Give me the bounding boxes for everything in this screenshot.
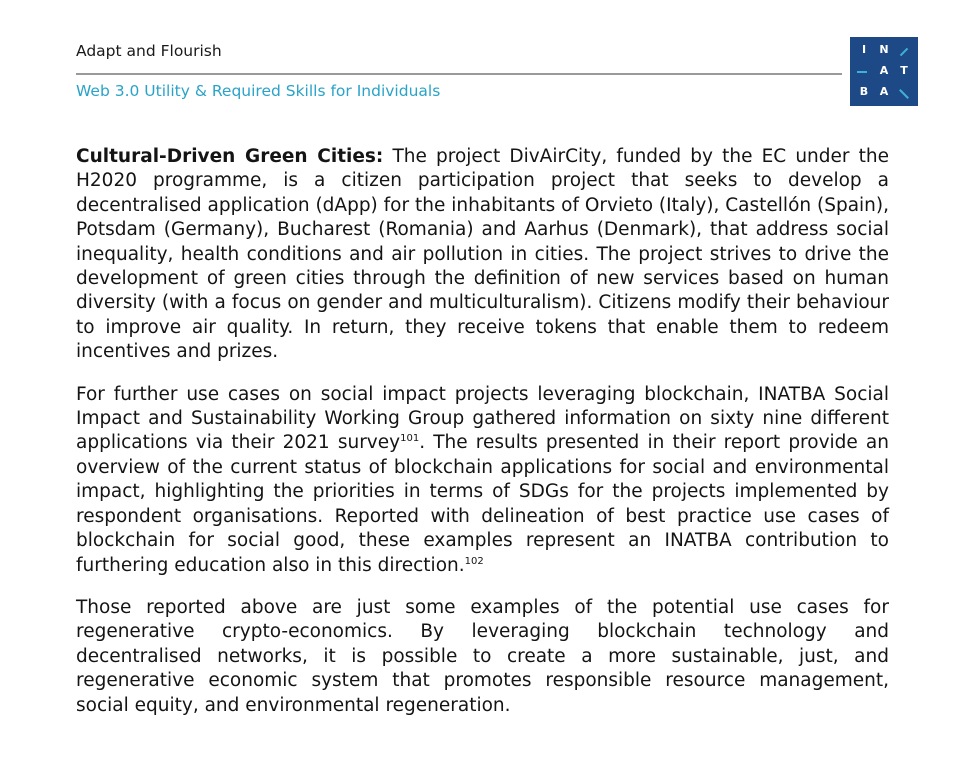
paragraph-text: . The results presented in their report provide an overview of the current status of blockchain applications for social and environmental impact, highlighting the priorities in terms of SDGs for the projects implemented by respondent organisations. Reported with delineation of best practice use cases of blockchain for social good, these examples represent an INATBA contribution to furthering education also in this direction. <box>76 432 889 576</box>
paragraph-text: The project DivAirCity, funded by the EC under the H2020 programme, is a citizen participation project that seeks to develop a decentralised application (dApp) for the inhabitants of Orvieto (Italy), Castellón (Spain), Potsdam (Germany), Bucharest (Romania) and Aarhus (Denmark), that address social inequality, health conditions and air pollution in cities. The project strives to drive the development of green cities through the definition of new services based on human diversity (with a focus on gender and multiculturalism). Citizens modify their behaviour to improve air quality. In return, they receive tokens that enable them to redeem incentives and prizes. <box>76 146 890 363</box>
logo-letter-t: T <box>900 64 908 77</box>
paragraph-divaircity <box>76 145 889 365</box>
document-header-subtitle: Web 3.0 Utility & Required Skills for Individuals <box>76 82 441 100</box>
paragraph-inatba-survey <box>76 383 889 578</box>
logo-letter-i: I <box>861 43 867 56</box>
logo-letter-a: A <box>879 64 889 77</box>
logo-letter-n: N <box>879 43 889 56</box>
inatba-logo <box>850 37 918 106</box>
paragraph-conclusion <box>76 596 889 718</box>
header-divider <box>76 73 842 75</box>
document-header-title: Adapt and Flourish <box>76 42 222 60</box>
logo-accent-mark <box>899 89 909 99</box>
paragraph-lead-heading: Cultural-Driven Green Cities: <box>76 146 384 167</box>
logo-accent-mark <box>900 48 908 56</box>
logo-letter-a2: A <box>879 85 889 98</box>
paragraph-text: Those reported above are just some examples of the potential use cases for regenerative crypto-economics. By leveraging blockchain technology and decentralised networks, it is possible to create a more sustainable, just, and regenerative economic system that promotes responsible resource management, social equity, and environmental regeneration. <box>76 596 889 716</box>
logo-letter-b: B <box>859 85 869 98</box>
document-body <box>76 145 889 736</box>
footnote-reference[interactable]: 102 <box>464 555 484 567</box>
logo-accent-mark <box>857 71 867 73</box>
footnote-reference[interactable]: 101 <box>400 433 420 445</box>
paragraph-text: For further use cases on social impact projects leveraging blockchain, INATBA Social Impact and Sustainability Working Group gathered information on sixty nine different applications via their 2021 survey <box>76 383 889 454</box>
